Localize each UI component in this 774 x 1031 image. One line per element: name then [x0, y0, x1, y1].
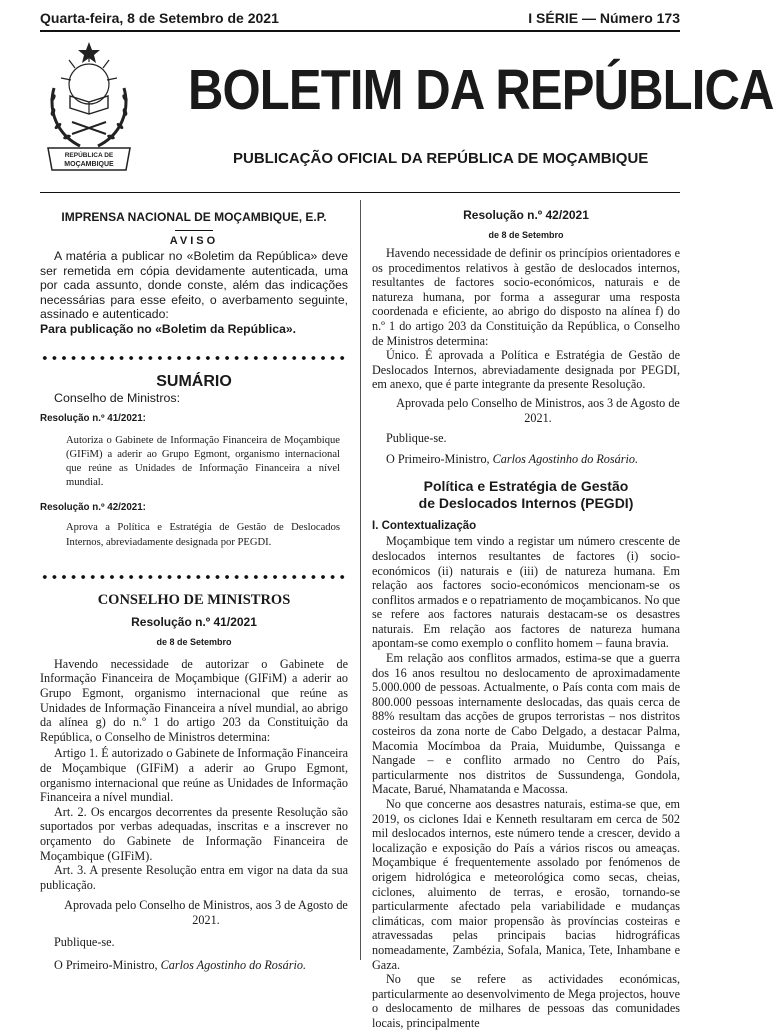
header-rule: [40, 192, 680, 193]
res42-pm-label: O Primeiro-Ministro,: [386, 451, 490, 466]
aviso-rule: [175, 230, 213, 231]
issue-date: Quarta-feira, 8 de Setembro de 2021: [40, 10, 279, 26]
policy-title-line-1: Política e Estratégia de Gestão: [423, 478, 629, 495]
res41-date: de 8 de Setembro: [156, 636, 232, 647]
res41-pm-label: O Primeiro-Ministro,: [54, 958, 158, 973]
policy-title-line-2: de Deslocados Internos (PEGDI): [418, 495, 634, 512]
dotted-separator: [40, 572, 348, 582]
imprensa-heading: IMPRENSA NACIONAL DE MOÇAMBIQUE, E.P.: [61, 210, 327, 224]
res41-title: Resolução n.º 41/2021: [131, 614, 257, 629]
res42-title: Resolução n.º 42/2021: [463, 208, 589, 222]
right-column: [372, 200, 680, 1030]
emblem-text-bottom: MOÇAMBIQUE: [64, 161, 114, 168]
res42-publique: Publique-se.: [386, 431, 447, 446]
sumario-item-41-body: Autoriza o Gabinete de Informação Financeira de Moçambique (GIFiM) a aderir ao Grupo Egmont, organismo internacional que reúne as Unidades de Informação Financeira a nível mundial.: [66, 434, 340, 489]
context-paragraph-2: Em relação aos conflitos armados, estima-se que a guerra dos 16 anos resultou no deslocamento de aproximadamente 5.000.000 de pessoas. Actualmente, o País conta com mais de 800.000 pessoas internamente deslocadas, das quais cerca de 88% resultam das acções de grupos terroristas – nos distritos costeiros da zona norte de Cabo Delgado, a destacar Palma, Macomia Mocímboa da Praia, Muidumbe, Quissanga e Nangade – e conflito armado no Centro do País, particularmente nos distritos de Sussundenga, Gondola, Macate, Barué, Nhamatanda e Macossa.: [372, 651, 680, 797]
aviso-bold: Para publicação no «Boletim da República».: [40, 321, 297, 336]
top-line: [40, 10, 680, 26]
res41-pm-name: Carlos Agostinho do Rosário.: [160, 958, 307, 973]
context-paragraph-3: No que concerne aos desastres naturais, estima-se que, em 2019, os ciclones Idai e Kenneth resultaram em cerca de 502 mil deslocados internos, este número tende a crescer, devido a localização e exposição do País a vários riscos ou ameaças. Moçambique é frequentemente assolado por fenómenos de origem hidrológica e meteorológica como secas, cheias, ciclones, aluimento de terras, e erosão, tornando-se particularmente afectado pela variabilidade e mudanças climáticas, com maior propensão às províncias costeiras e atravessadas pelas principais bacias hidrográficas nomeadamente, Zambézia, Sofala, Manica, Tete, Inhambane e Gaza.: [372, 797, 680, 972]
res42-preamble: Havendo necessidade de definir os princípios orientadores e os procedimentos relativos à gestão de deslocados internos, resultantes de factores socio-económicos, naturais e de natureza humana, por forma a assegurar uma resposta coordenada e eficiente, ao abrigo do disposto na alínea f) do n.º 1 do artigo 203 da Constituição da República, o Conselho de Ministros determina:: [372, 246, 680, 348]
context-paragraph-4: No que se refere as actividades económicas, particularmente ao desenvolvimento de Mega projectos, houve o deslocamento de milhares de pessoas das comunidades locais, principalmente: [372, 972, 680, 1030]
aviso-body: A matéria a publicar no «Boletim da República» deve ser remetida em cópia devidamente autenticada, uma por cada assunto, donde conste, além das indicações necessárias para esse efeito, o averbamento seguinte, assinado e autenticado:: [40, 249, 348, 322]
res41-article-2: Art. 2. Os encargos decorrentes da presente Resolução são suportados por verbas adequadas, inscritas e a inscrever no orçamento do Gabinete de Informação Financeira de Moçambique (GIFiM).: [40, 804, 348, 863]
res41-article-3: Art. 3. A presente Resolução entra em vigor na data da sua publicação.: [40, 863, 348, 892]
res41-article-1: Artigo 1. É autorizado o Gabinete de Informação Financeira de Moçambique (GIFiM) a aderir ao Grupo Egmont, organismo internacional que reúne as Unidades de Informação Financeira a nível mundial.: [40, 746, 348, 805]
res41-publique: Publique-se.: [54, 935, 115, 950]
sumario-conselho: Conselho de Ministros:: [54, 390, 181, 405]
res42-signature: [372, 452, 680, 467]
national-emblem-icon: [34, 38, 144, 178]
top-rule: [40, 30, 680, 32]
sumario-item-42-head: Resolução n.º 42/2021:: [40, 502, 146, 514]
res41-preamble: Havendo necessidade de autorizar o Gabinete de Informação Financeira de Moçambique (GIFiM) a aderir ao Grupo Egmont, organismo internacional que reúne as Unidades de Informação Financeira a nível mundial, ao abrigo da alínea g) do n.º 1 do artigo 203 da Constituição da República, o Conselho de Ministros determina:: [40, 656, 348, 744]
issue-series: I SÉRIE — Número 173: [528, 10, 680, 26]
res41-signature: [40, 958, 348, 973]
emblem-text-top: REPÚBLICA DE: [64, 152, 114, 159]
aviso-title: AVISO: [169, 235, 219, 247]
sumario-title: SUMÁRIO: [156, 372, 232, 390]
conselho-title: CONSELHO DE MINISTROS: [97, 591, 291, 608]
res42-unico: Único. É aprovada a Política e Estratégia de Gestão de Deslocados Internos, abreviadamente designada por PEGDI, em anexo, que é parte integrante da presente Resolução.: [372, 348, 680, 392]
section-heading-contextualizacao: I. Contextualização: [372, 520, 477, 533]
res41-aprovada: Aprovada pelo Conselho de Ministros, aos 3 de Agosto de 2021.: [64, 898, 348, 927]
res42-date: de 8 de Setembro: [488, 230, 564, 240]
res42-pm-name: Carlos Agostinho do Rosário.: [492, 451, 639, 466]
column-divider: [360, 200, 361, 960]
sumario-item-41-head: Resolução n.º 41/2021:: [40, 412, 146, 424]
masthead-subtitle: PUBLICAÇÃO OFICIAL DA REPÚBLICA DE MOÇAMBIQUE: [233, 150, 649, 167]
sumario-item-42-body: Aprova a Política e Estratégia de Gestão de Deslocados Internos, abreviadamente designada por PEGDI.: [66, 522, 340, 548]
res42-aprovada: Aprovada pelo Conselho de Ministros, aos 3 de Agosto de 2021.: [396, 395, 680, 425]
context-paragraph-1: Moçambique tem vindo a registar um número crescente de deslocados internos resultantes de factores (i) socio-económicos (ii) naturais e (iii) de natureza humana. Em relação aos factores socio-económicos mencionam-se os conflitos armados e o repatriamento de moçambicanos. No que se refere aos factores naturais destacam-se os desastres naturais. Em relação aos factores de natureza humana apontam-se como exemplo o conflito homem – fauna bravia.: [372, 534, 680, 651]
left-column: [40, 200, 348, 973]
masthead-title: BOLETIM DA REPÚBLICA: [188, 58, 774, 122]
dotted-separator: [40, 353, 348, 363]
